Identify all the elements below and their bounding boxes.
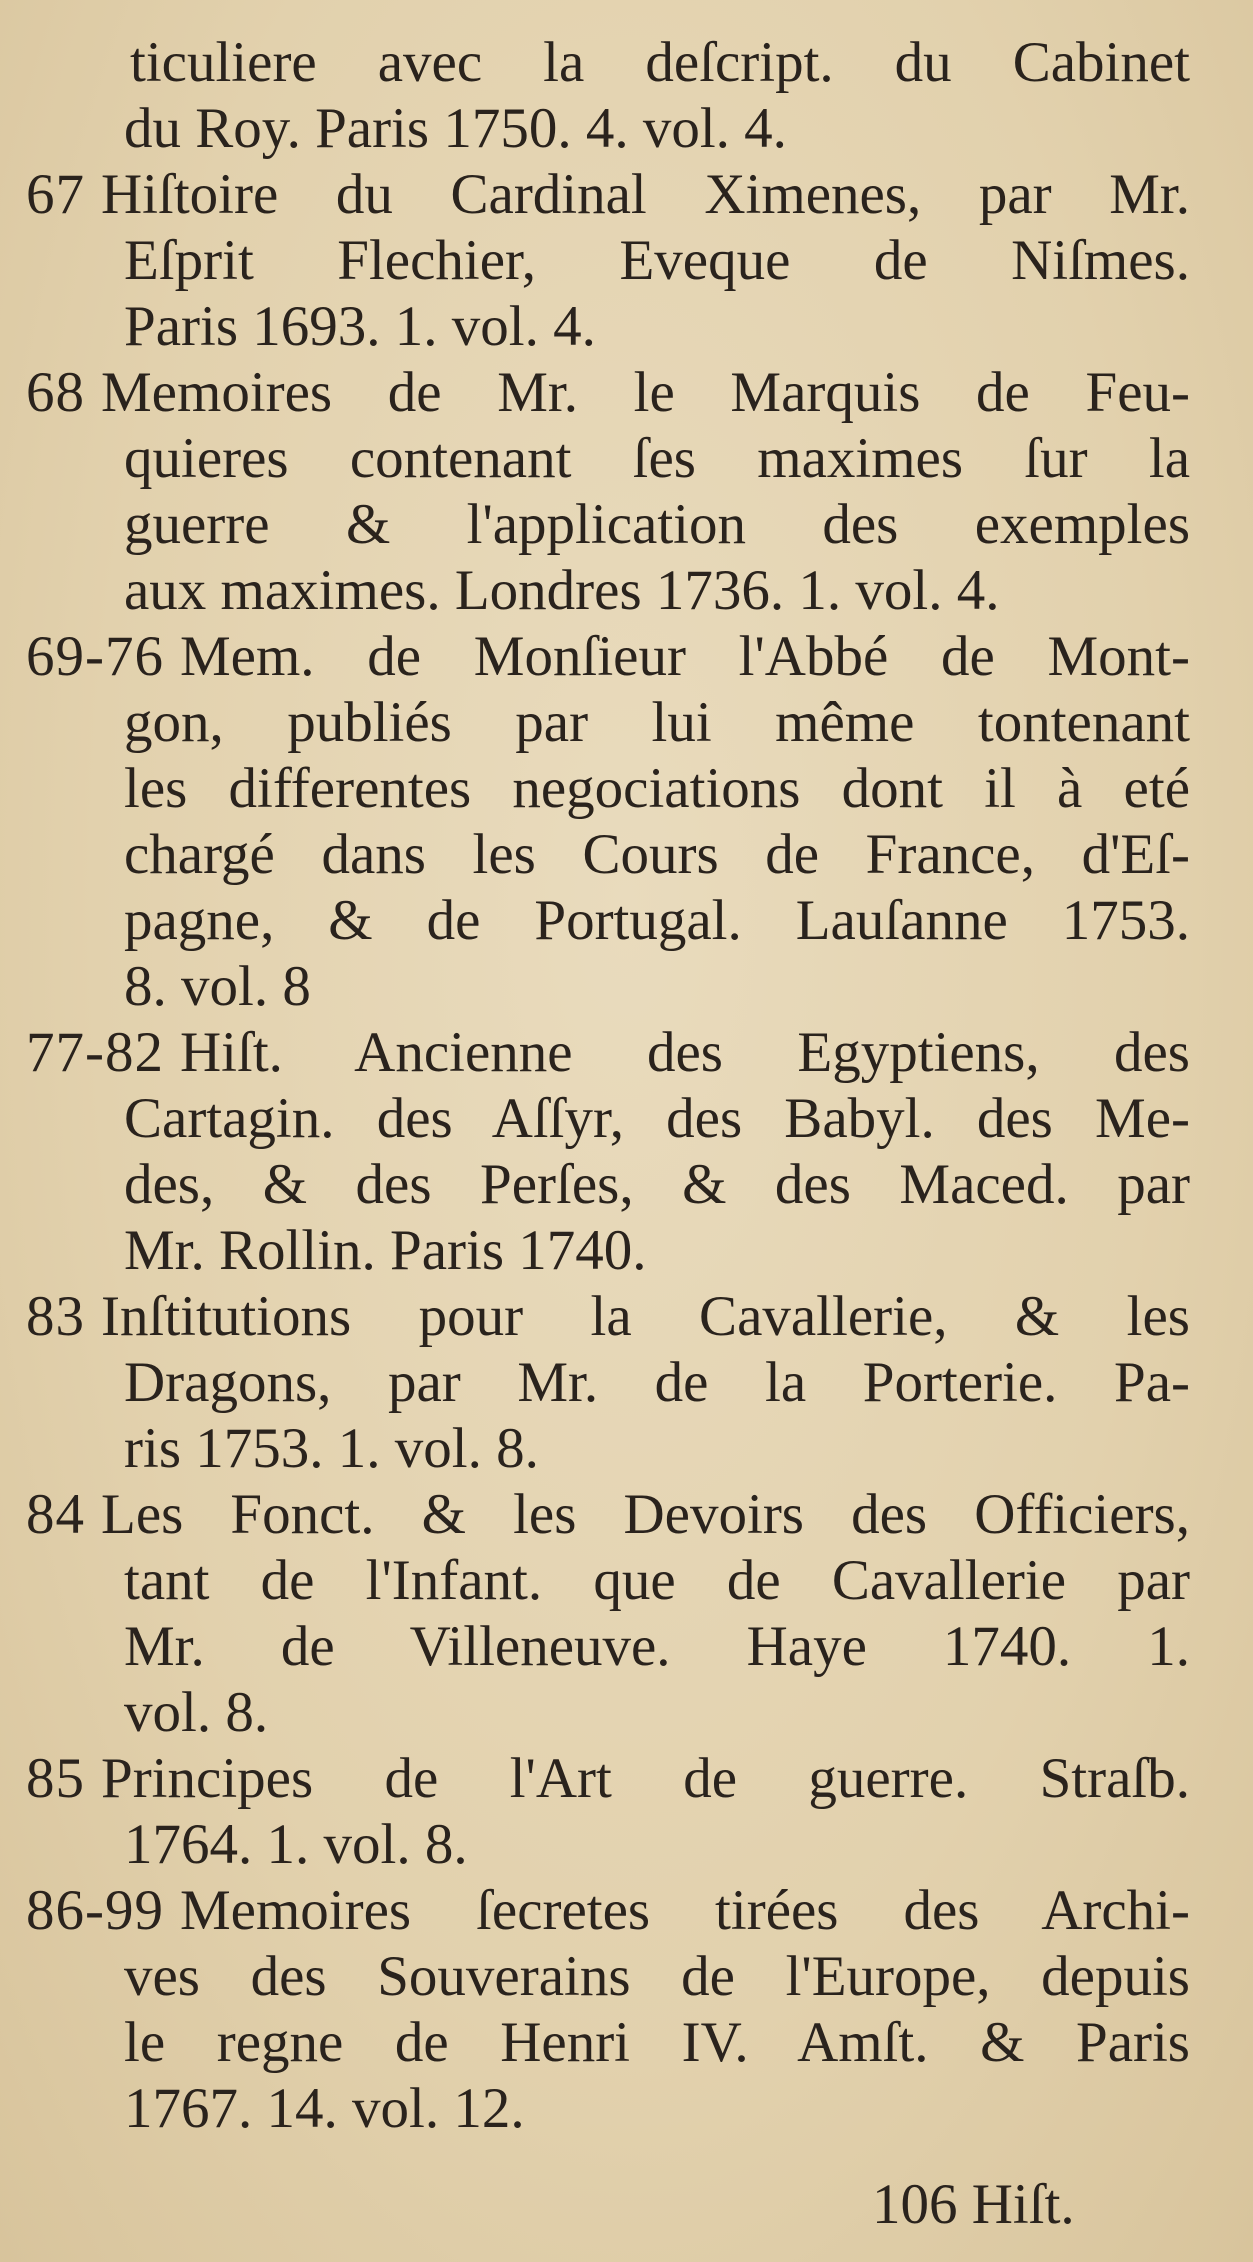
entry-line [0,624,1190,690]
line-text: Mem. de Monſieur l'Abbé de Mont- [179,625,1190,688]
line-text: Memoires de Mr. le Marquis de Feu- [101,361,1190,424]
line-text: pagne, & de Portugal. Lauſanne 1753. [124,889,1190,952]
line-text: Inſtitutions pour la Cavallerie, & les [101,1285,1190,1348]
line-text: quieres contenant ſes maximes ſur la [124,427,1190,490]
entry-line [0,1944,1190,2010]
entry-line [0,1680,1190,1746]
line-text: ticuliere avec la deſcript. du Cabinet [130,31,1190,94]
line-text: Mr. Rollin. Paris 1740. [124,1219,647,1282]
line-text: chargé dans les Cours de France, d'Eſ- [124,823,1190,886]
entry-line [0,2076,1190,2142]
entry-number: 69-76 [26,625,164,688]
line-text: Dragons, par Mr. de la Porterie. Pa- [124,1351,1190,1414]
line-text: Hiſt. Ancienne des Egyptiens, des [179,1021,1190,1084]
line-text: guerre & l'application des exemples [124,493,1190,556]
line-text: Principes de l'Art de guerre. Straſb. [101,1747,1190,1810]
line-text: ves des Souverains de l'Europe, depuis [124,1945,1190,2008]
entry-line [0,1614,1190,1680]
entry-line [0,228,1190,294]
catalog-entry [0,1020,1253,1284]
entry-line [0,1020,1190,1086]
line-text: gon, publiés par lui même tontenant [124,691,1190,754]
line-text: Les Fonct. & les Devoirs des Officiers, [101,1483,1190,1546]
entry-line [0,360,1190,426]
entry-line [0,1284,1190,1350]
entry-line [0,1350,1190,1416]
line-text: Memoires ſecretes tirées des Archi- [179,1879,1190,1942]
entry-line [0,690,1190,756]
line-text: tant de l'Infant. que de Cavallerie par [124,1549,1190,1612]
line-text: du Roy. Paris 1750. 4. vol. 4. [124,97,787,160]
line-text: des, & des Perſes, & des Maced. par [124,1153,1190,1216]
line-text: les differentes negociations dont il à eté [124,757,1190,820]
entry-line [0,162,1190,228]
catalog-entry [0,1284,1253,1482]
line-text: 1767. 14. vol. 12. [124,2077,525,2140]
line-text: aux maximes. Londres 1736. 1. vol. 4. [124,559,1000,622]
catalog-entry [0,1878,1253,2142]
entry-line [0,96,1190,162]
entry-line [0,756,1190,822]
entry-line [0,888,1190,954]
entry-line [0,1878,1190,1944]
entry-line [0,30,1190,96]
catalog-entry [0,1482,1253,1746]
entry-number: 67 [26,163,85,226]
entry-line [0,2010,1190,2076]
catalog-entry [0,1746,1253,1878]
entry-line [0,492,1190,558]
entry-line [0,426,1190,492]
line-text: 1764. 1. vol. 8. [124,1813,468,1876]
entry-line [0,1218,1190,1284]
entry-line [0,558,1190,624]
catchword: 106 Hiſt. [872,2173,1075,2236]
line-text: Cartagin. des Aſſyr, des Babyl. des Me- [124,1087,1190,1150]
catalog-entry [0,162,1253,360]
line-text: ris 1753. 1. vol. 8. [124,1417,539,1480]
entry-line [0,1548,1190,1614]
line-text: Paris 1693. 1. vol. 4. [124,295,596,358]
entry-number: 83 [26,1285,85,1348]
entry-line [0,1812,1190,1878]
entry-number: 68 [26,361,85,424]
catalog-entry [0,360,1253,624]
entry-line [0,294,1190,360]
entry-number: 85 [26,1747,85,1810]
entry-number: 84 [26,1483,85,1546]
entry-line [0,1152,1190,1218]
line-text: 8. vol. 8 [124,955,311,1018]
line-text: le regne de Henri IV. Amſt. & Paris [124,2011,1190,2074]
line-text: vol. 8. [124,1681,269,1744]
entry-line [0,1746,1190,1812]
line-text: Hiſtoire du Cardinal Ximenes, par Mr. [101,163,1190,226]
entry-line [0,954,1190,1020]
entry-line [0,1416,1190,1482]
line-text: Eſprit Flechier, Eveque de Niſmes. [124,229,1190,292]
entry-line [0,1482,1190,1548]
entry-line [0,1086,1190,1152]
catalog-entry [0,624,1253,1020]
entry-number: 77-82 [26,1021,164,1084]
entry-line [0,822,1190,888]
entry-number: 86-99 [26,1879,164,1942]
line-text: Mr. de Villeneuve. Haye 1740. 1. [124,1615,1190,1678]
catalog-page [0,30,1253,2142]
